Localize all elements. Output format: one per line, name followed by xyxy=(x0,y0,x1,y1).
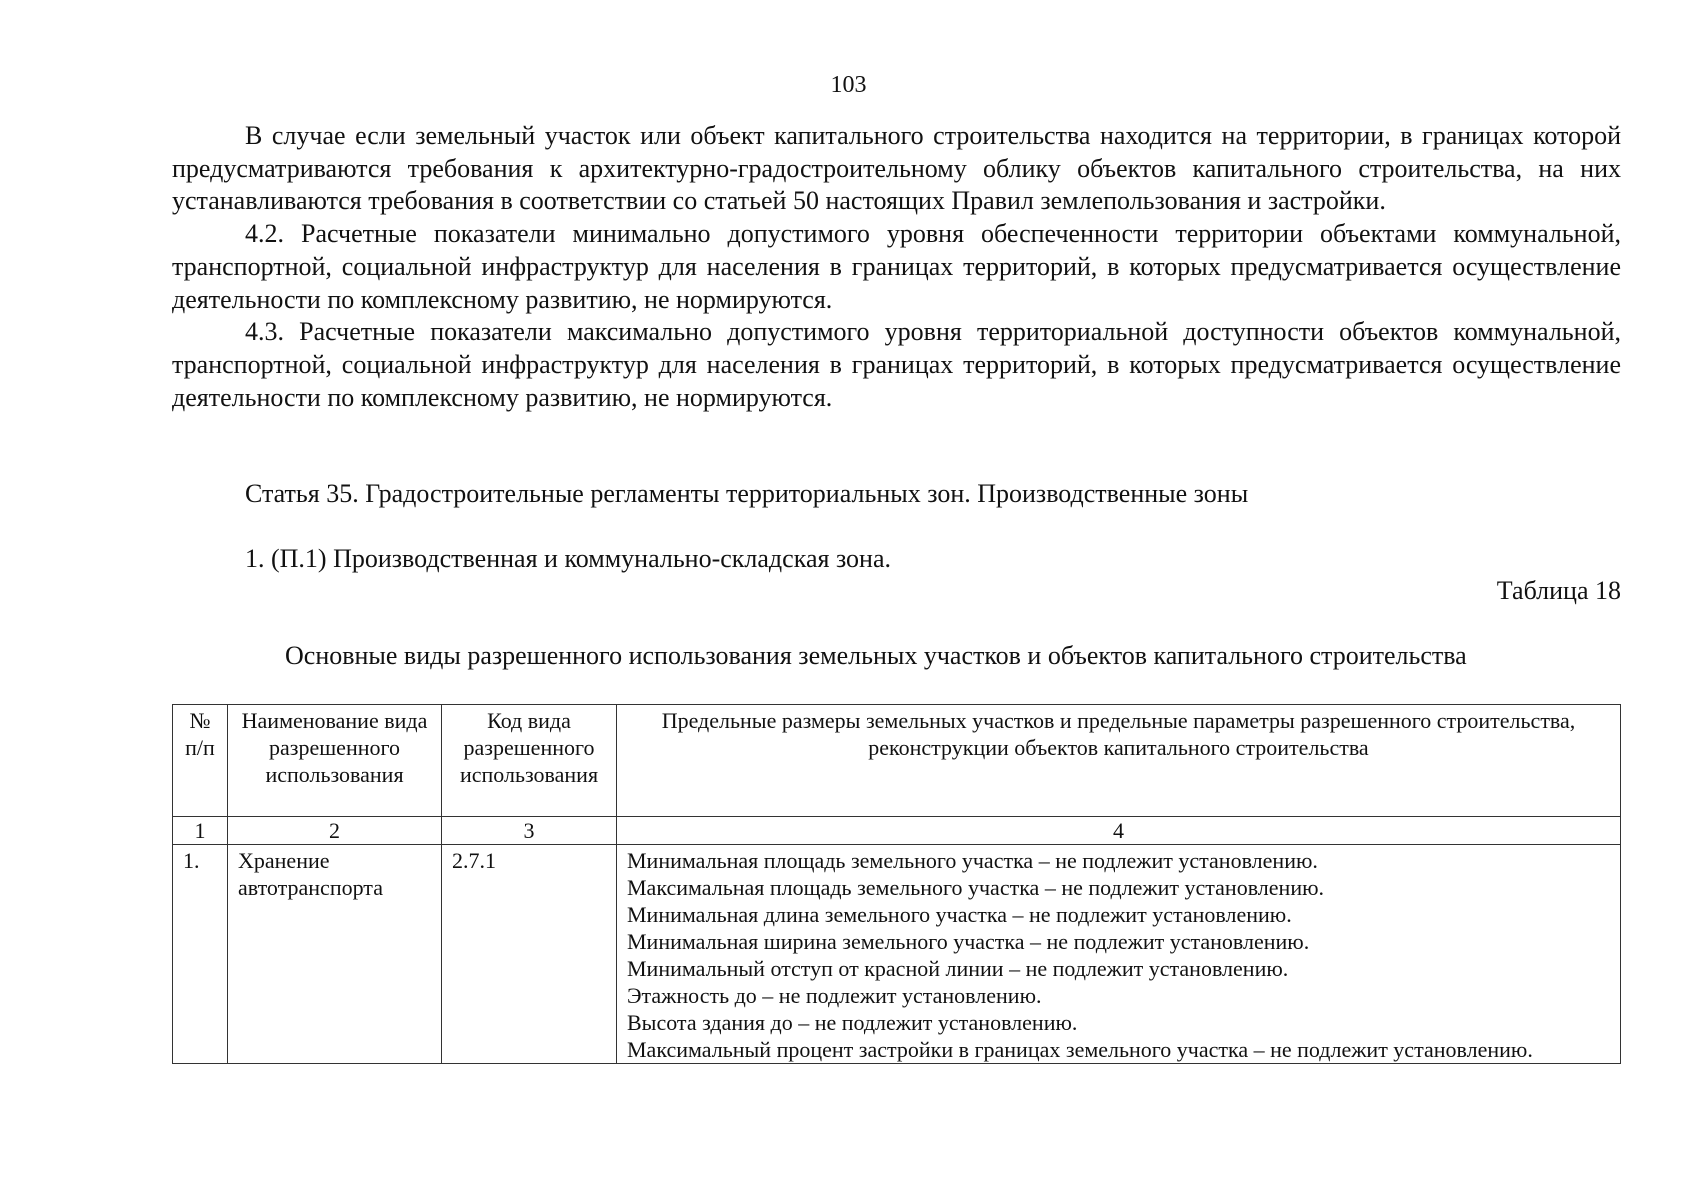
paragraph-architectural-requirements: В случае если земельный участок или объект капитального строительства находится на территории, в границах которой предусматриваются требования к архитектурно-градостроительному облику объектов капитального строительства, на них устанавливаются требования в соответствии со статьей 50 настоящих Правил землепользования и застройки. xyxy=(172,121,1621,216)
column-number: 4 xyxy=(617,817,1621,845)
regulations-table xyxy=(172,704,1621,1064)
table-number: Таблица 18 xyxy=(1496,576,1621,605)
paragraph-4-2: 4.2. Расчетные показатели минимально допустимого уровня обеспеченности территории объектами коммунальной, транспортной, социальной инфраструктур для населения в границах территорий, в которых предусматривается осуществление деятельности по комплексному развитию, не нормируются. xyxy=(172,219,1621,314)
parameter-line: Минимальная длина земельного участка – не подлежит установлению. xyxy=(627,902,1292,927)
zone-title: 1. (П.1) Производственная и коммунально-складская зона. xyxy=(245,544,892,573)
row-use-name-cell: Хранение автотранспорта xyxy=(228,845,442,1064)
row-parameters-cell xyxy=(617,845,1621,1064)
parameter-line: Минимальный отступ от красной линии – не подлежит установлению. xyxy=(627,956,1289,981)
page-number: 103 xyxy=(830,72,867,98)
parameter-line: Минимальная ширина земельного участка – не подлежит установлению. xyxy=(627,929,1310,954)
row-use-code-cell: 2.7.1 xyxy=(442,845,617,1064)
parameter-line: Максимальный процент застройки в границах земельного участка – не подлежит установлению. xyxy=(627,1037,1533,1062)
parameter-line: Высота здания до – не подлежит установлению. xyxy=(627,1010,1078,1035)
column-number: 3 xyxy=(442,817,617,845)
table-column-numbers-row xyxy=(173,817,1621,845)
column-number: 2 xyxy=(228,817,442,845)
paragraph-4-3: 4.3. Расчетные показатели максимально допустимого уровня территориальной доступности объектов коммунальной, транспортной, социальной инфраструктур для населения в границах территорий, в которых предусматривается осуществление деятельности по комплексному развитию, не нормируются. xyxy=(172,317,1621,412)
parameter-line: Минимальная площадь земельного участка – не подлежит установлению. xyxy=(627,848,1318,873)
article-title: Статья 35. Градостроительные регламенты территориальных зон. Производственные зоны xyxy=(245,479,1249,508)
header-number: № п/п xyxy=(173,705,228,817)
header-parameters: Предельные размеры земельных участков и предельные параметры разрешенного строительства, реконструкции объектов капитального строительства xyxy=(617,705,1621,817)
row-number-cell: 1. xyxy=(173,845,228,1064)
table-caption: Основные виды разрешенного использования земельных участков и объектов капитального строительства xyxy=(285,641,1467,670)
parameter-line: Максимальная площадь земельного участка – не подлежит установлению. xyxy=(627,875,1325,900)
header-use-name: Наименование вида разрешенного использования xyxy=(228,705,442,817)
header-use-code: Код вида разрешенного использования xyxy=(442,705,617,817)
table-row xyxy=(173,845,1621,1064)
parameter-line: Этажность до – не подлежит установлению. xyxy=(627,983,1042,1008)
column-number: 1 xyxy=(173,817,228,845)
body-text xyxy=(172,120,1621,414)
table-header-row xyxy=(173,705,1621,817)
